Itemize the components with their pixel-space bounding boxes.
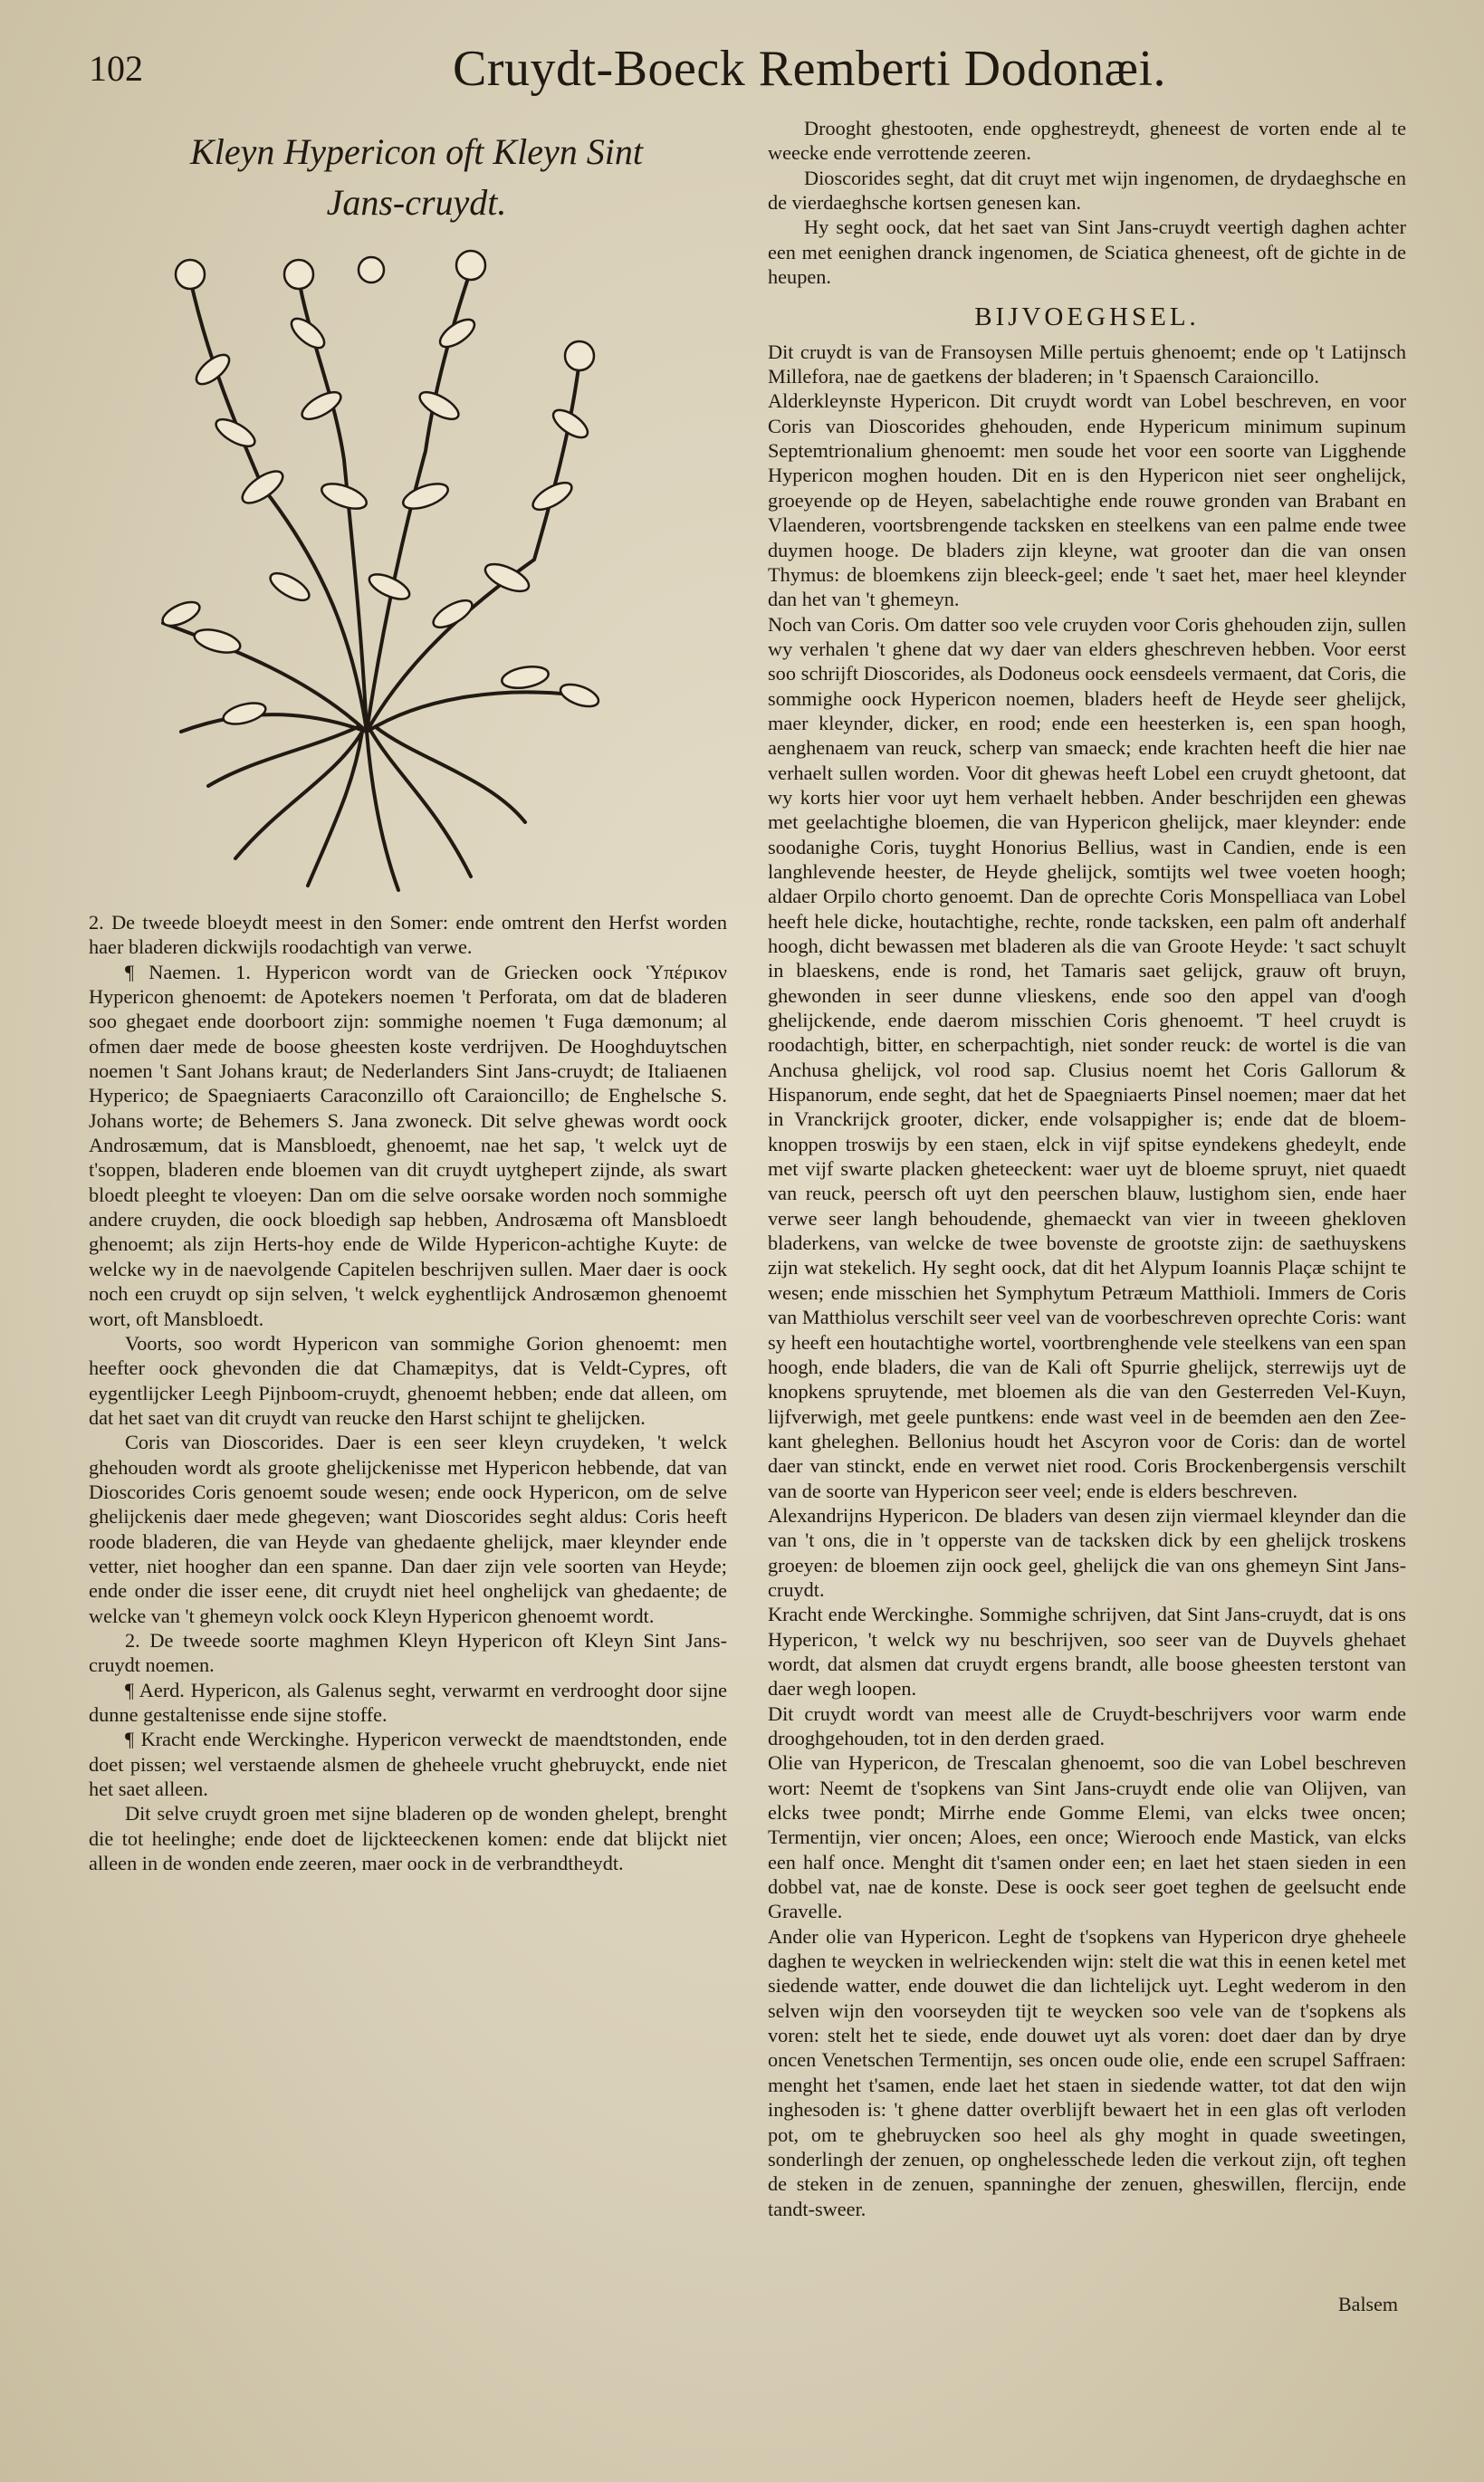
chapter-title-line-1: Kleyn Hypericon oft Kleyn Sint [190, 131, 643, 172]
chapter-title [127, 127, 706, 228]
catchword: Balsem [1338, 2293, 1398, 2315]
supplement-paragraph-virtues: Kracht ende Werckinghe. Sommighe schrijven, dat Sint Jans-cruydt, dat is ons Hypericon, 't welck wy nu beschrijven, soo seer van de Duyvels ghehaet wordt, dat alsmen dat cruydt ergens brandt, alle boose gheesten terstont van daer wegh loopen. [768, 1603, 1406, 1701]
supplement-paragraph-smallest: Alderkleynste Hypericon. Dit cruydt wordt van Lobel beschreven, en voor Coris van Dioscorides ghehouden, ende Hypericum minimum supinum Septemtrionalium ghenoemt: men soude het voor een soorte van Ligghende Hypericon moghen houden. Dit en is den Hypericon niet seer onghelijck, groeyende op de Heyen, sabelachtighe ende rouwe gronden van Brabant en Vlaenderen, voortsbrengende tacksken en steelkens van een palme ende twee duymen hooge. De bladers zijn kleyne, wat grooter dan die van onsen Thymus: de bloemkens zijn bleeck-geel; ende 't saet het, maer heel kleynder dan het van 't ghemeyn. [768, 389, 1406, 611]
chapter-title-line-2: Jans-cruydt. [326, 182, 507, 223]
supplement-paragraph-alexandrian: Alexandrijns Hypericon. De bladers van desen zijn viermael kleynder dan die van 't ons, die in 't opperste van de tacksken dick by een ghelijck troskens groeyen: de bloemen zijn oock geel, ghelijck die van ons ghemeyn Sint Jans-cruydt. [768, 1503, 1406, 1601]
right-paragraph-2: Dioscorides seght, dat dit cruyt met wijn ingenomen, de drydaeghsche en de vierdaeghsche kortsen genesen kan. [768, 166, 1406, 215]
supplement-heading: BIJVOEGHSEL. [974, 302, 1200, 332]
left-paragraph-coris: Coris van Dioscorides. Daer is een seer kleyn cruydeken, 't welck ghehouden wordt als groote ghelijckenisse met Hypericon hebbende, dat van Dioscorides Coris genoemt soude wesen; ende oock Hypericon, om de selve ghelijckenis daer mede ghegeven; want Dioscorides seght aldus: Coris heeft roode bladeren, die van Heyde van ghedaente ghelijck, maer kleynder ende vetter, niet hoogher dan een spanne. Dan daer zijn vele soorten van Heyde; ende onder die isser eene, dit cruydt niet heel onghelijck van ghedaente; de welcke van 't ghemeyn volck oock Kleyn Hypericon ghenoemt wordt. [89, 1431, 727, 1627]
left-paragraph-second-kind: 2. De tweede soorte maghmen Kleyn Hypericon oft Kleyn Sint Jans-cruydt noemen. [89, 1628, 727, 1677]
right-paragraph-3: Hy seght oock, dat het saet van Sint Jans-cruydt veertigh daghen achter een met eenighen dranck ingenomen, de Sciatica gheneest, oft de gichte in de heupen. [768, 216, 1406, 289]
supplement-paragraph-oil: Olie van Hypericon, de Trescalan ghenoemt, soo die van Lobel beschreven wort: Neemt de t'sopkens van Sint Jans-cruydt ende olie van Olijven, van elcks twee pondt; Mirrhe ende Gomme Elemi, van elcks twee oncen; Termentijn, vier oncen; Aloes, een once; Wierooch ende Mastick, van elcks een half once. Menght dit t'samen onder een; en laet het staen sieden in een dobbel vat, nae de konste. Dese is oock seer goet teghen de geelsucht ende Gravelle. [768, 1751, 1406, 1923]
right-paragraph-1: Drooght ghestooten, ende opghestreydt, gheneest de vorten ende al te weecke ende verrottende zeeren. [768, 117, 1406, 165]
supplement-paragraph-other-oil: Ander olie van Hypericon. Leght de t'sopkens van Hypericon drye gheheele daghen te weycken in welrieckenden wijn: stelt die wat this in eenen ketel met siedende watter, ende douwet die dan lichtelijck uyt. Leght wederom in den selven wijn den voorseyden tijt te weycken soo vele van de t'sopkens als voren: stelt het te siede, ende douwet uyt als voren: doet daer dan by drye oncen Venetschen Termentijn, ses oncen oude olie, ende een scrupel Saffraen: menght het t'samen, ende laet het staen in siedende watter, tot dat den wijn inghesoden is: 't ghene datter overblijft bewaert het in een glas oft verloden pot, om te ghebruycken soo heel als ghy moght in quade sweetingen, sonderlingh der zenuen, op onghelesschede leden die verkout zijn, oft teghen de steken in de zenuen, spanninghe der zenuen, gheswillen, flercijn, ende tandt-sweer. [768, 1924, 1406, 2220]
page-number: 102 [89, 48, 143, 89]
running-title: Cruydt-Boeck Remberti Dodonæi. [453, 41, 1167, 97]
supplement-paragraph-coris: Noch van Coris. Om datter soo vele cruyden voor Coris ghehouden zijn, sullen wy verhalen 't ghene dat wy daer van elders gheschreven hebben. Voor eerst soo schrijft Dioscorides, als Dodoneus oock eensdeels vermaent, dat Coris, die sommighe oock Hypericon noemen, bladers heeft de Heyde seer ghelijck, maer kleynder, dicker, en rood; ende een heesterken is, een span hoogh, aenghenaem van reuck, scherp van smaeck; ende krachten heeft die hier nae verhaelt sullen worden. Voor dit ghewas heeft Lobel een cruydt ghetoont, dat wy korts hier voor uyt hem verhaelt hebben. Ander beschrijden een ghewas met geelachtighe bloemen, die van Hypericon ghelijck, maer kleynder: ende soodanighe Coris, tuyght Honorius Bellius, wast in Candien, ende is een langhlevende heester, de Heyde ghelijck, somtijts wel twee voeten hoogh; aldaer Orpilo chorto genoemt. Dan de oprechte Coris Monspelliaca van Lobel heeft hele dicke, houtachtighe, rechte, ronde tacksken, een palm oft anderhalf hoogh, dicht bewassen met bladeren als die van Groote Heyde: 't sact schuylt in blaeskens, ende is rond, het Tamaris saet gelijck, grauw oft bruyn, ghewonden in seer dunne vlieskens, ende soo den appel van d'oogh ghelijckende, ende daerom misschien Coris ghenoemt. 'T heel cruydt is roodachtigh, bitter, en scherpachtigh, niet sonder reuck: de wortel is die van Anchusa ghelijck, vol rood sap. Clusius noemt het Coris Gallorum & Hispanorum, ende seght, dat het de Spaegniaerts Pinsel noemen; maer dat het in Vranckrijck grooter, dicker, ende volsappigher is; ende dat de bloem-knoppen troswijs by een staen, elck in vijf spitse eyndekens ghedeylt, ende met vijf swarte placken gheteeckent: waer uyt de bloeme spruyt, niet quaedt van reuck, peersch oft uyt den peerschen blauw, lustighom sien, ende haer verwe seer langh behoudende, ghemaeckt van vier in tweeen ghekloven bladerkens, van welcke de twee bovenste de grootste zijn: de saethuyskens zijn wat stekelich. Hy seght oock, dat dit het Alypum Ioannis Plaçæ schijnt te wesen; ende misschien het Symphytum Petræum Matthioli. Immers de Coris van Matthiolus verschilt seer veel van de voorbeschreven oprechte Coris: want sy heeft een houtachtighe wortel, voortbrenghende vele steelkens van een span hoogh, ende bladers, die van de Kali oft Spurrie ghelijck, sterrewijs uyt de knopkens spruytende, met bloemen als die van den Gesterreden Vel-Kuyn, lijfverwigh, met geele puntkens: ende wast veel in de beemden aen den Zee-kant gheleghen. Bellonius houdt het Ascyron voor de Coris: dan de wortel daer van stinckt, ende en verwet niet rood. Coris Brockenbergensis verschilt van de soorte van Hypericon seer veel; ende is elders beschreven. [768, 612, 1406, 1502]
hypericum-woodcut-illustration [127, 225, 634, 895]
left-text-column [89, 910, 727, 1875]
left-paragraph-1: 2. De tweede bloeydt meest in den Somer: ende omtrent den Herfst worden haer bladeren dickwijls roodachtigh van verwe. [89, 911, 727, 959]
left-paragraph-wounds: Dit selve cruydt groen met sijne bladeren op de wonden ghelept, brenght die tot heelinghe; ende doet de lijckteeckenen komen: ende dat blijckt niet alleen in de wonden ende zeeren, maer oock in de verbrandtheydt. [89, 1802, 727, 1875]
supplement-paragraph-degree: Dit cruydt wordt van meest alle de Cruydt-beschrijvers voor warm ende drooghgehouden, tot in den derden graed. [768, 1701, 1406, 1749]
left-paragraph-virtues: ¶ Kracht ende Werckinghe. Hypericon verweckt de maendtstonden, ende doet pissen; wel verstaende alsmen de gheheele vrucht ghebruyckt, ende niet het saet alleen. [89, 1728, 727, 1801]
left-paragraph-gorion: Voorts, soo wordt Hypericon van sommighe Gorion ghenoemt: men heefter oock ghevonden die dat Chamæpitys, dat is Veldt-Cypres, oft eygentlijcker Leegh Pijnboom-cruydt, ghenoemt hebben; ende dat alleen, om dat het saet van dit cruydt van reucke den Harst schijnt te ghelijcken. [89, 1331, 727, 1429]
right-text-column [768, 116, 1406, 2221]
left-paragraph-names: ¶ Naemen. 1. Hypericon wordt van de Griecken oock Ὑπέρικον Hypericon ghenoemt: de Apotekers noemen 't Perforata, om dat de bladeren soo ghegaet ende doorboort zijn: sommighe noemen 't Fuga dæmonum; al ofmen daer mede de boose gheesten koste verdrijven. De Hooghduytschen noemen 't Sant Johans kraut; de Nederlanders Sint Jans-cruydt; de Italiaenen Hyperico; de Spaegniaerts Caraconzillo oft Caraioncillo; de Enghelsche S. Johans worte; de Behemers S. Jana zwoneck. Dit selve ghewas wordt oock Androsæmum, dat is Mansbloedt, ghenoemt, nae het sap, 't welck uyt de t'soppen, bladeren ende bloemen van dit cruydt uytghepert zijnde, als swart bloedt pleeght te vloeyen: Dan om die selve oorsake worden noch sommighe andere cruyden, die oock bloedigh sap hebben, Androsæma oft Mansbloedt ghenoemt; als zijn Herts-hoy ende de Wilde Hypericon-achtighe Kuyte: de welcke wy in de naevolgende Capitelen beschrijven sullen. Maer daer is oock noch een cruydt op sijn selven, 't welck eyghentlijck Androsæmon ghenoemt wort, oft Mansbloedt. [89, 960, 727, 1330]
supplement-paragraph-names: Dit cruydt is van de Fransoysen Mille pertuis ghenoemt; ende op 't Latijnsch Millefora, nae de gaetkens der bladeren; in 't Spaensch Caraioncillo. [768, 340, 1406, 388]
left-paragraph-nature: ¶ Aerd. Hypericon, als Galenus seght, verwarmt en verdrooght door sijne dunne gestaltenisse ende sijne stoffe. [89, 1678, 727, 1726]
